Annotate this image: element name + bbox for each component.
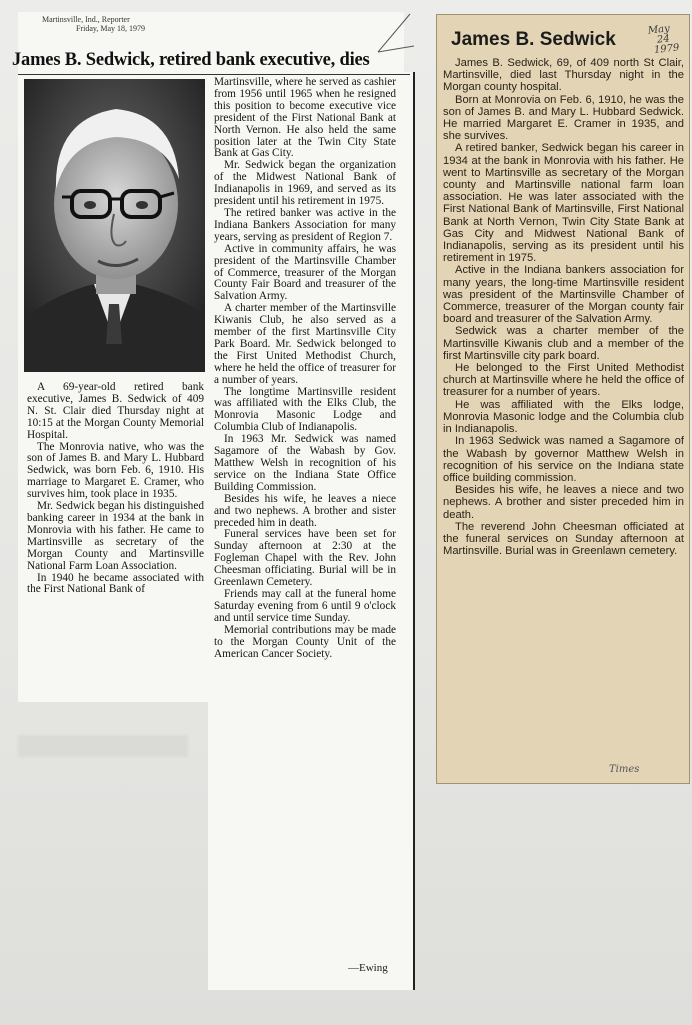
headline: James B. Sedwick, retired bank executive, dies — [12, 50, 370, 70]
paragraph: The reverend John Cheesman officiated at the funeral services on Sunday afternoon at Martinsville. Burial was in Greenlawn cemetery. — [443, 520, 684, 558]
paragraph: Mr. Sedwick began his distinguished banking career in 1934 at the bank in Monrovia with his father. He came to Martinsville as secretary of the Morgan County and Martinsville National Farm Loan Association. — [27, 500, 204, 572]
headline-rule — [18, 74, 410, 75]
handwritten-source: Times — [609, 764, 640, 775]
dateline-date: Friday, May 18, 1979 — [76, 24, 146, 33]
paragraph: Besides his wife, he leaves a niece and two nephews. A brother and sister preceded him in death. — [443, 484, 684, 521]
paragraph: Memorial contributions may be made to the Morgan County Unit of the American Cancer Society. — [214, 623, 396, 660]
times-clipping — [436, 14, 690, 784]
paragraph: In 1963 Sedwick was named a Sagamore of the Wabash by governor Matthew Welsh in recognition of his service on the Indiana state office building commission. — [443, 435, 684, 484]
article-body — [443, 57, 684, 557]
paragraph: A 69-year-old retired bank executive, James B. Sedwick of 409 N. St. Clair died Thursday night at 10:15 at the Morgan County Memorial Hospital. — [27, 381, 204, 441]
portrait-illustration — [24, 79, 205, 372]
paragraph: In 1963 Mr. Sedwick was named Sagamore of the Wabash by Gov. Matthew Welsh in recognition of his service on the Indiana State Office Building Commission. — [214, 433, 396, 493]
headline: James B. Sedwick — [451, 29, 616, 50]
dateline — [42, 15, 145, 33]
dateline-source: Martinsville, Ind., Reporter — [42, 15, 130, 24]
handwritten-year: 1979 — [653, 42, 680, 57]
article-column-left — [27, 382, 204, 596]
handwritten-date — [648, 24, 680, 57]
paragraph: A retired banker, Sedwick began his career in 1934 at the bank in Monrovia with his father. He went to Martinsville as secretary of the Morgan county and Martinsville national farm loan association. He was later associated with the First National Bank of Martinsville, First National Bank at North Vernon, Twin City State Bank at Gas City and Midwest National Bank of Indianapolis, serving as its president until his retirement in 1975. — [443, 142, 684, 265]
paragraph: Friends may call at the funeral home Saturday evening from 6 until 9 o'clock and until service time Sunday. — [214, 587, 396, 624]
article-column-right — [214, 77, 396, 660]
paragraph: James B. Sedwick, 69, of 409 north St Clair, Martinsville, died last Thursday night in the Morgan county hospital. — [443, 57, 684, 94]
paragraph: Martinsville, where he served as cashier from 1956 until 1965 when he resigned this position to become executive vice president of the First National Bank at North Vernon. He also held the same position later at the Twin City State Bank at Gas City. — [214, 76, 396, 160]
handwritten-day: 24 — [656, 33, 671, 46]
paragraph: The Monrovia native, who was the son of James B. and Mary L. Hubbard Sedwick, was born Feb. 6, 1910. His marriage to Margaret E. Cramer, who survives him, took place in 1935. — [27, 440, 204, 501]
paragraph: Besides his wife, he leaves a niece and two nephews. A brother and sister preceded him in death. — [214, 492, 396, 529]
byline-signature: —Ewing — [348, 962, 388, 974]
paragraph: Born at Monrovia on Feb. 6, 1910, he was the son of James B. and Mary L. Hubbard Sedwick. He married Margaret E. Cramer in 1935, and she survives. — [443, 93, 684, 143]
paragraph: The retired banker was active in the Indiana Bankers Association for many years, serving as president of Region 7. — [214, 206, 396, 243]
paragraph: He was affiliated with the Elks lodge, Monrovia Masonic lodge and the Columbia club in Indianapolis. — [443, 398, 684, 436]
paragraph: Sedwick was a charter member of the Martinsville Kiwanis club and a member of the first Martinsville city park board. — [443, 325, 684, 362]
handwritten-month: May — [647, 23, 671, 37]
portrait-photo — [24, 79, 205, 372]
paragraph: Active in community affairs, he was president of the Martinsville Chamber of Commerce, treasurer of the Morgan County Fair Board and treasurer of the Salvation Army. — [214, 242, 396, 303]
paragraph: Funeral services have been set for Sunday afternoon at 2:30 at the Fogleman Chapel with the Rev. John Cheesman officiating. Burial will be in Greenlawn Cemetery. — [214, 528, 396, 589]
paragraph: Mr. Sedwick began the organization of the Midwest National Bank of Indianapolis in 1969, and served as its president until his retirement in 1975. — [214, 159, 396, 208]
paragraph: In 1940 he became associated with the First National Bank of — [27, 571, 204, 596]
paragraph: A charter member of the Martinsville Kiwanis Club, he also served as a member of the first Martinsville City Park Board. Mr. Sedwick belonged to the First United Methodist Church, where he held the office of treasurer for a number of years. — [214, 302, 396, 386]
paragraph: Active in the Indiana bankers association for many years, the long-time Martinsville resident was president of the Martinsville Chamber of Commerce, treasurer of the Morgan county fair board and treasurer of the Salvation Army. — [443, 264, 684, 326]
paragraph: He belonged to the First United Methodist church at Martinsville where he held the office of treasurer for a number of years. — [443, 362, 684, 399]
paragraph: The longtime Martinsville resident was affiliated with the Elks Club, the Monrovia Masonic Lodge and Columbia Club of Indianapolis. — [214, 385, 396, 434]
reporter-clipping — [12, 12, 413, 990]
